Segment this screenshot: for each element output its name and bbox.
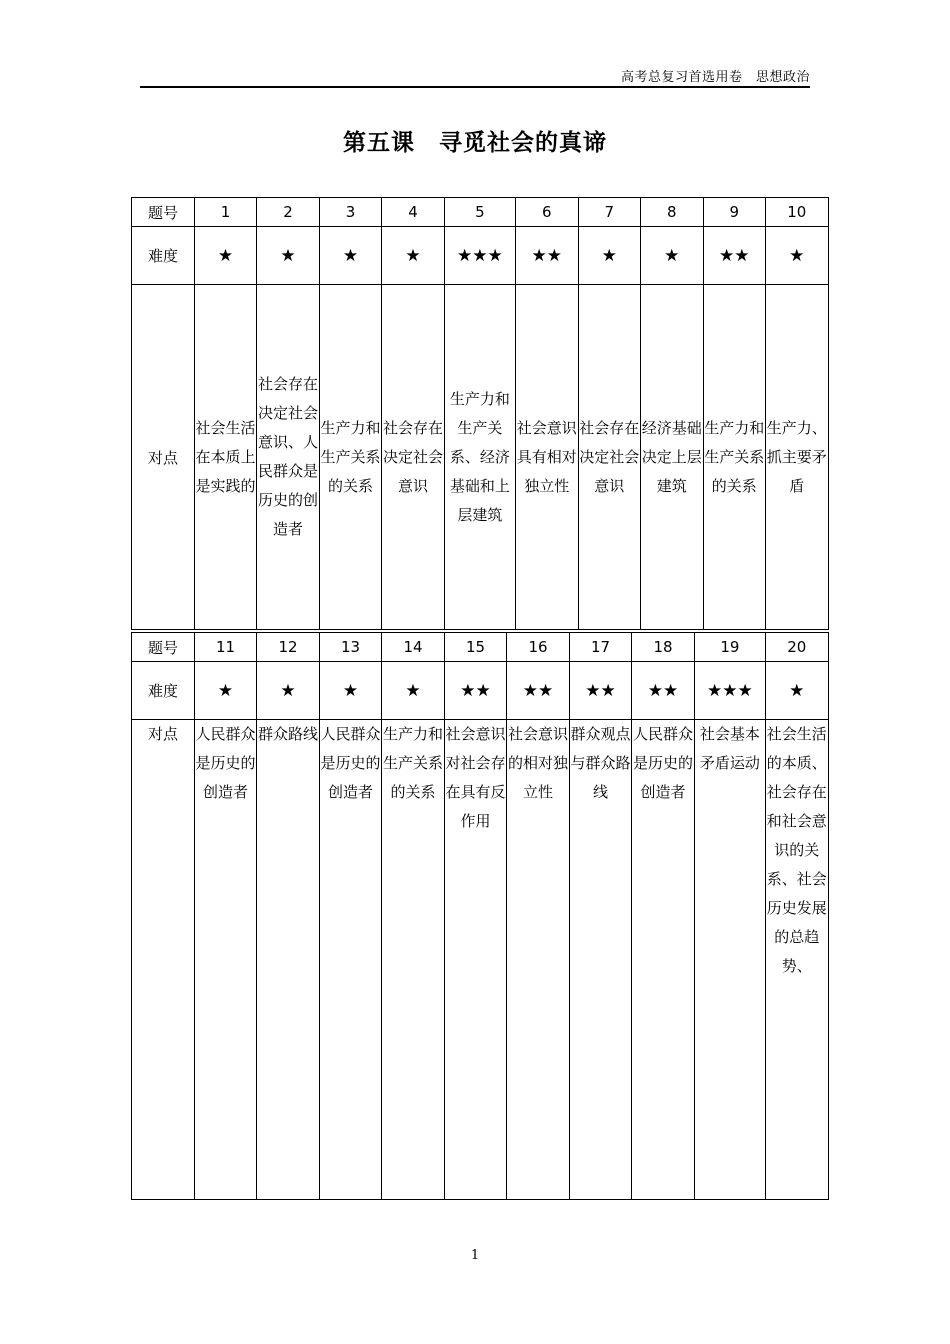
difficulty-stars: ★★★ xyxy=(695,662,766,720)
difficulty-stars: ★★ xyxy=(570,662,632,720)
question-number: 6 xyxy=(515,198,578,227)
topic-cell: 群众路线 xyxy=(257,720,320,1200)
question-number: 2 xyxy=(257,198,320,227)
question-number: 10 xyxy=(765,198,828,227)
topic-cell: 社会意识的相对独立性 xyxy=(507,720,570,1200)
question-number: 9 xyxy=(703,198,765,227)
difficulty-stars: ★ xyxy=(195,662,257,720)
topic-cell: 社会生活的本质、社会存在和社会意识的关系、社会历史发展的总趋势、 xyxy=(765,720,828,1200)
difficulty-table-block-1 xyxy=(131,197,829,630)
question-number: 16 xyxy=(507,633,570,662)
header-rule xyxy=(140,86,810,88)
difficulty-stars: ★★ xyxy=(632,662,695,720)
difficulty-stars: ★★★ xyxy=(445,227,516,285)
question-number: 11 xyxy=(195,633,257,662)
topic-cell: 社会生活在本质上是实践的 xyxy=(195,285,257,630)
question-number: 5 xyxy=(445,198,516,227)
topic-cell: 生产力和生产关系的关系 xyxy=(703,285,765,630)
question-number: 3 xyxy=(320,198,382,227)
question-number: 13 xyxy=(320,633,382,662)
question-number: 18 xyxy=(632,633,695,662)
topic-cell: 生产力和生产关系、经济基础和上层建筑 xyxy=(445,285,516,630)
difficulty-table-block-2 xyxy=(131,632,829,1200)
question-number: 4 xyxy=(382,198,445,227)
difficulty-stars: ★ xyxy=(382,662,445,720)
difficulty-stars: ★ xyxy=(320,227,382,285)
difficulty-stars: ★ xyxy=(640,227,703,285)
page-title: 第五课 寻觅社会的真谛 xyxy=(343,130,607,156)
difficulty-stars: ★ xyxy=(257,662,320,720)
row-label-number: 题号 xyxy=(132,198,195,227)
question-number: 20 xyxy=(765,633,828,662)
question-number: 15 xyxy=(445,633,507,662)
question-number: 1 xyxy=(195,198,257,227)
topic-cell: 社会存在决定社会意识 xyxy=(578,285,640,630)
difficulty-stars: ★★ xyxy=(445,662,507,720)
topic-cell: 生产力、抓主要矛盾 xyxy=(765,285,828,630)
question-number: 8 xyxy=(640,198,703,227)
topic-cell: 社会基本矛盾运动 xyxy=(695,720,766,1200)
topic-cell: 社会意识具有相对独立性 xyxy=(515,285,578,630)
row-label-difficulty: 难度 xyxy=(132,227,195,285)
question-number: 14 xyxy=(382,633,445,662)
difficulty-stars: ★★ xyxy=(507,662,570,720)
running-header: 高考总复习首选用卷 思想政治 xyxy=(620,70,810,85)
topic-cell: 群众观点与群众路线 xyxy=(570,720,632,1200)
topic-cell: 社会存在决定社会意识 xyxy=(382,285,445,630)
question-number: 7 xyxy=(578,198,640,227)
page-number: 1 xyxy=(470,1248,480,1263)
topic-cell: 经济基础决定上层建筑 xyxy=(640,285,703,630)
question-number: 19 xyxy=(695,633,766,662)
difficulty-stars: ★ xyxy=(382,227,445,285)
topic-cell: 生产力和生产关系的关系 xyxy=(382,720,445,1200)
difficulty-stars: ★ xyxy=(765,662,828,720)
difficulty-stars: ★★ xyxy=(703,227,765,285)
difficulty-stars: ★ xyxy=(195,227,257,285)
difficulty-stars: ★★ xyxy=(515,227,578,285)
topic-cell: 生产力和生产关系的关系 xyxy=(320,285,382,630)
question-number: 12 xyxy=(257,633,320,662)
row-label-topic: 对点 xyxy=(132,720,195,1200)
question-number: 17 xyxy=(570,633,632,662)
difficulty-stars: ★ xyxy=(578,227,640,285)
difficulty-stars: ★ xyxy=(765,227,828,285)
row-label-difficulty: 难度 xyxy=(132,662,195,720)
topic-cell: 社会存在决定社会意识、人民群众是历史的创造者 xyxy=(257,285,320,630)
row-label-topic: 对点 xyxy=(132,285,195,630)
topic-cell: 人民群众是历史的创造者 xyxy=(632,720,695,1200)
topic-cell: 人民群众是历史的创造者 xyxy=(195,720,257,1200)
topic-cell: 社会意识对社会存在具有反作用 xyxy=(445,720,507,1200)
topic-cell: 人民群众是历史的创造者 xyxy=(320,720,382,1200)
row-label-number: 题号 xyxy=(132,633,195,662)
difficulty-stars: ★ xyxy=(320,662,382,720)
difficulty-stars: ★ xyxy=(257,227,320,285)
